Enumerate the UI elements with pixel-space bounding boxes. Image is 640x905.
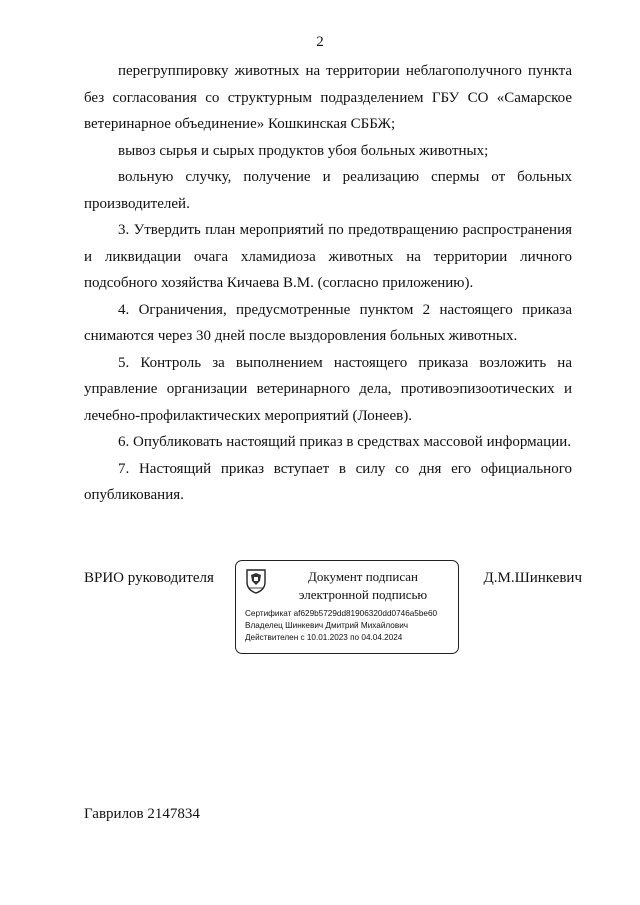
- document-body: [84, 58, 572, 509]
- electronic-signature-stamp: [235, 560, 459, 654]
- paragraph-regrouping: перегруппировку животных на территории неблагополучного пункта без согласования со структурным подразделением ГБУ СО «Самарское ветеринарное объединение» Кошкинская СББЖ;: [84, 63, 572, 132]
- paragraph-breeding: вольную случку, получение и реализацию спермы от больных производителей.: [84, 169, 572, 212]
- page-number: 2: [316, 34, 324, 50]
- signer-name: Д.М.Шинкевич: [483, 570, 582, 586]
- signer-title: ВРИО руководителя: [84, 570, 214, 586]
- certificate-number: Сертификат af629b5729dd81906320dd0746a5be60: [245, 609, 438, 618]
- paragraph-item-5: 5. Контроль за выполнением настоящего приказа возложить на управление организации ветеринарного дела, противоэпизоотических и лечебно-профилактических мероприятий (Лонеев).: [84, 354, 572, 424]
- paragraph-export: вывоз сырья и сырых продуктов убоя больных животных;: [118, 142, 489, 159]
- stamp-title: [274, 568, 452, 604]
- paragraph-item-4: 4. Ограничения, предусмотренные пунктом 2 настоящего приказа снимаются через 30 дней после выздоровления больных животных.: [84, 301, 572, 344]
- certificate-owner: Владелец Шинкевич Дмитрий Михайлович: [245, 620, 409, 630]
- stamp-line-2: электронной подписью: [298, 587, 428, 602]
- paragraph-item-6: 6. Опубликовать настоящий приказ в средствах массовой информации.: [118, 434, 572, 450]
- paragraph-item-7: 7. Настоящий приказ вступает в силу со дня его официального опубликования.: [84, 460, 572, 503]
- paragraph-item-3: 3. Утвердить план мероприятий по предотвращению распространения и ликвидации очага хламидиоза животных на территории личного подсобного хозяйства Кичаева В.М. (согласно приложению).: [84, 222, 572, 291]
- stamp-line-1: Документ подписан: [308, 569, 418, 584]
- signature-block: [84, 560, 582, 660]
- certificate-validity: Действителен с 10.01.2023 по 04.04.2024: [245, 632, 403, 642]
- certificate-details: [245, 608, 437, 643]
- executor-info: Гаврилов 2147834: [84, 806, 200, 822]
- coat-of-arms-icon: [245, 568, 267, 594]
